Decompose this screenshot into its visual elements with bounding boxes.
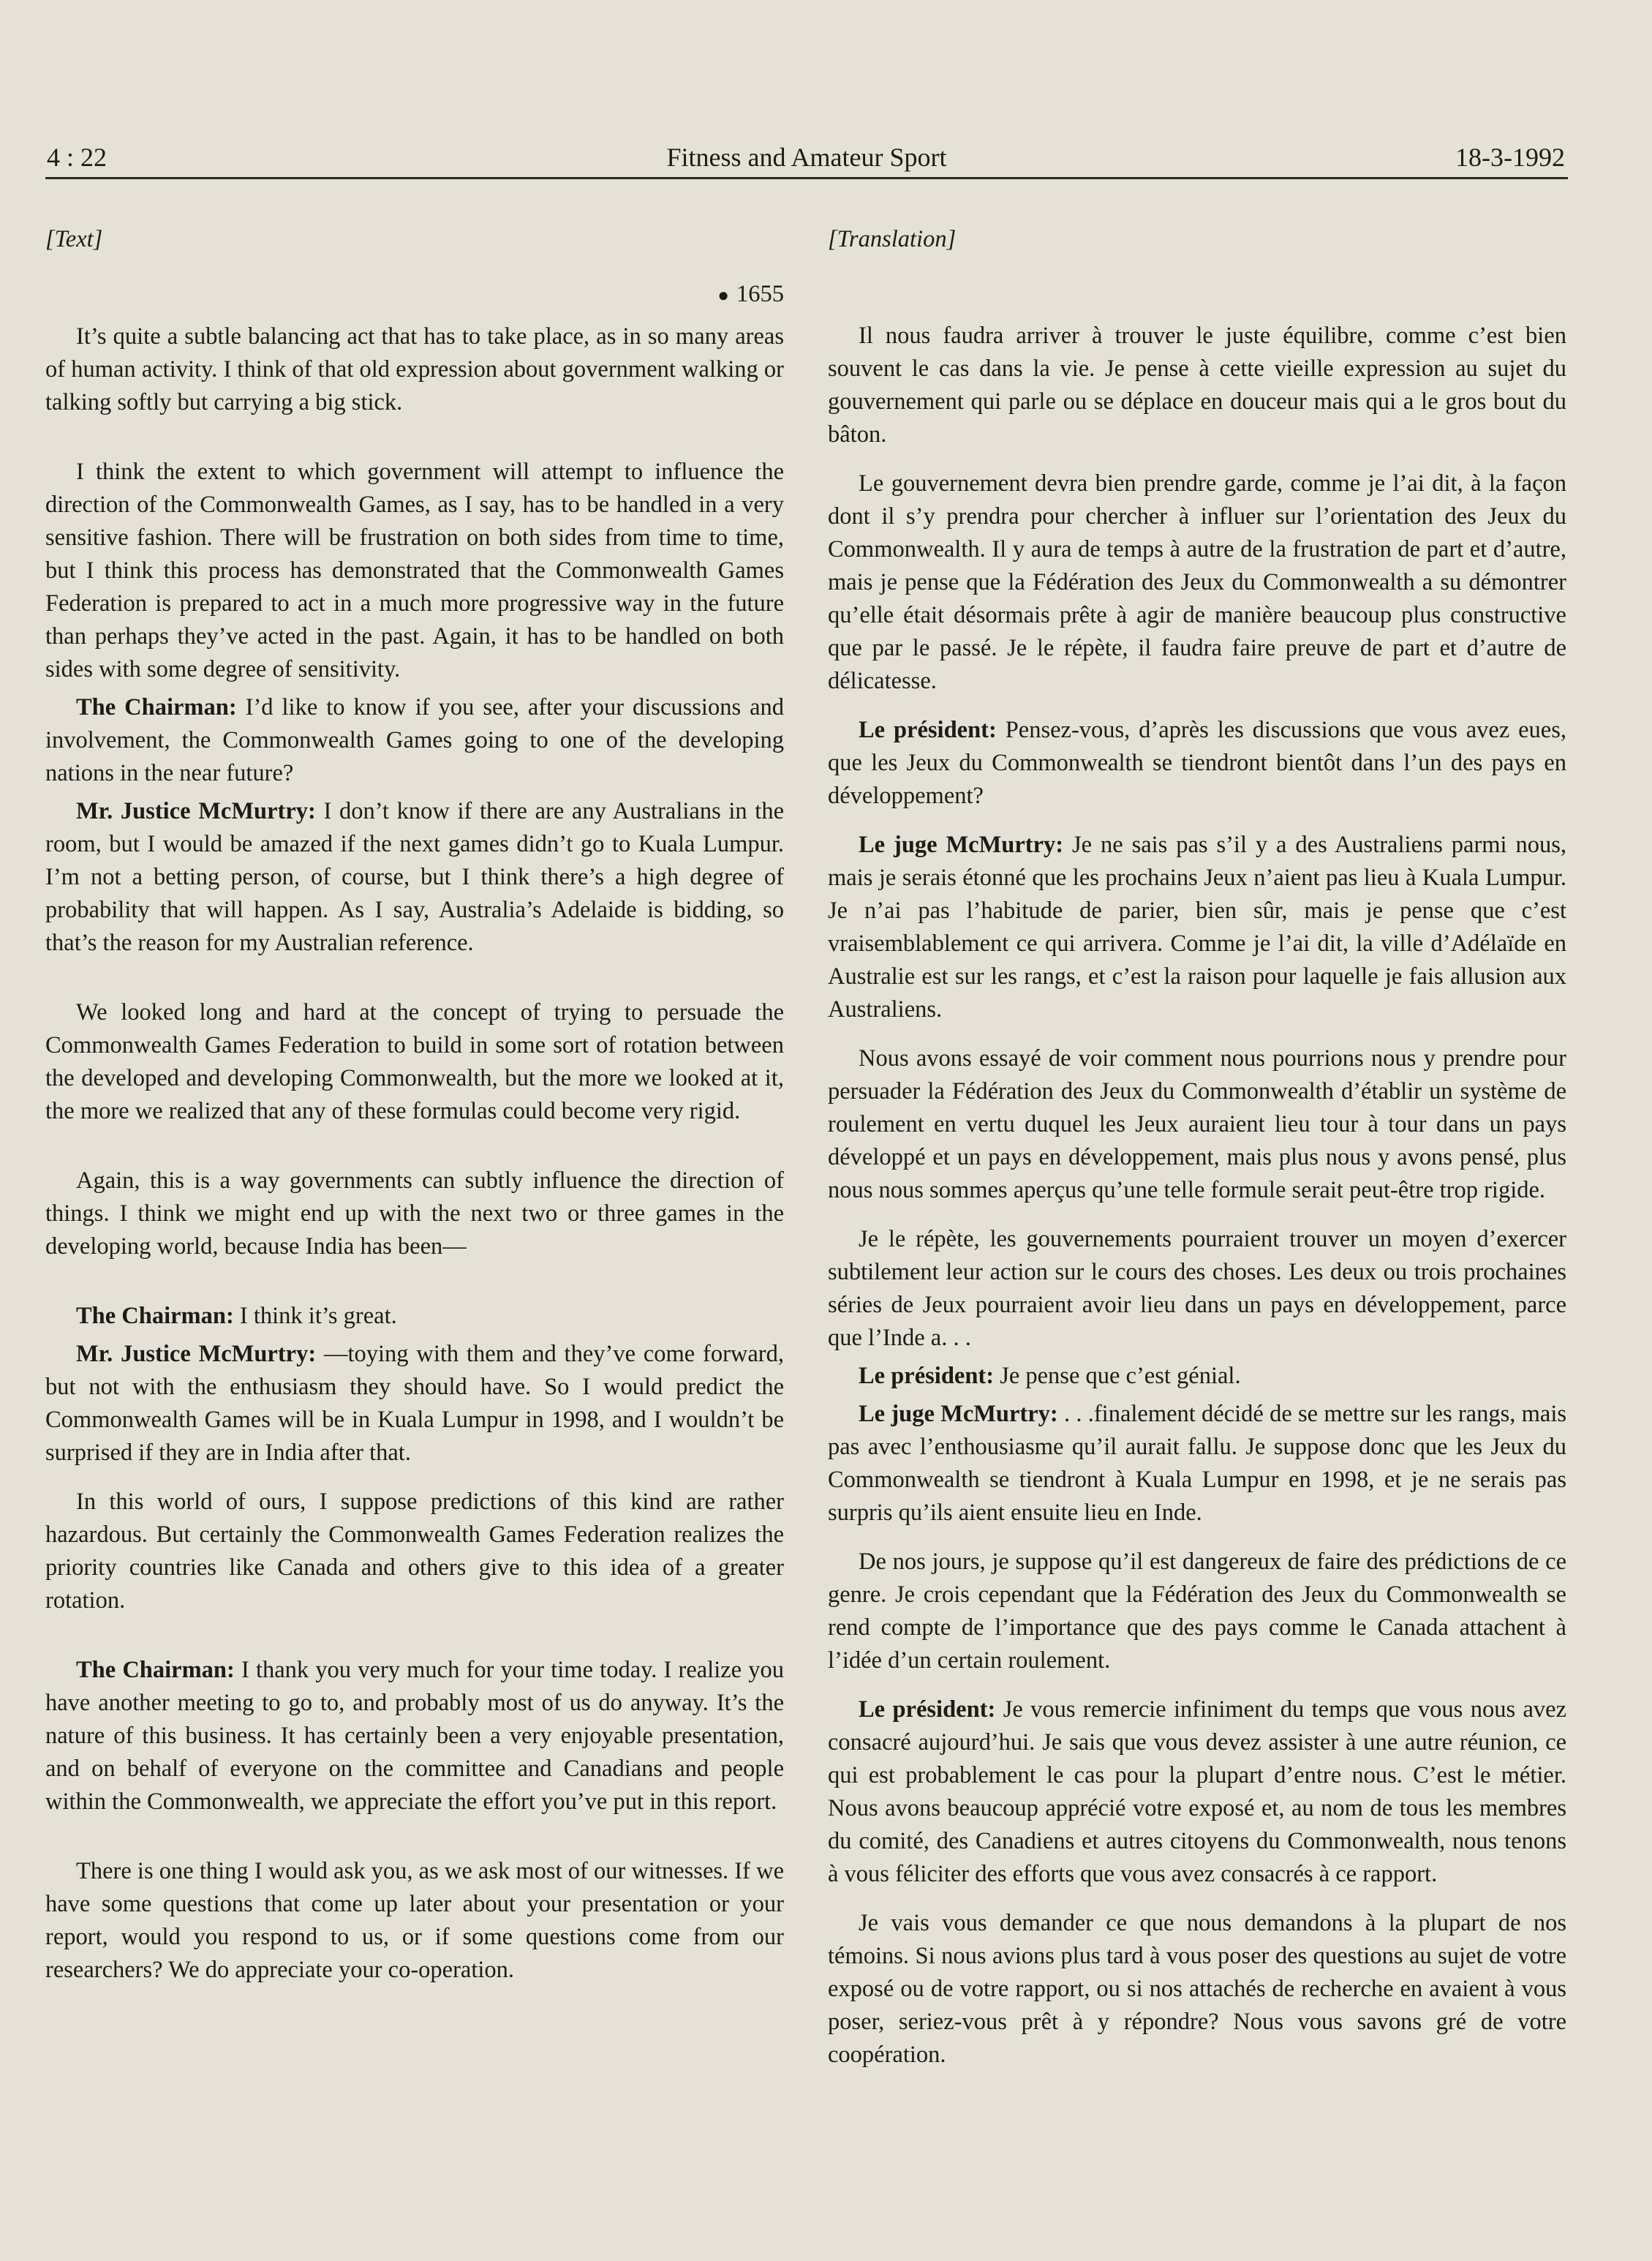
paragraph-text: Je vous remercie infiniment du temps que vous nous avez consacré aujourd’hui. Je sais que vous devez assister à une autre réunion, ce qui est probablement le cas pour la plupart d’entre nous. C’est le métier. Nous avons beaucoup apprécié votre exposé et, au nom de tous les membres du comité, des Canadiens et autres citoyens du Commonwealth, nous tenons à vous féliciter des efforts que vous avez consacrés à ce rapport. bbox=[828, 1696, 1567, 1887]
paragraph bbox=[45, 996, 784, 1128]
paragraph bbox=[828, 320, 1566, 451]
paragraph-text: Je vais vous demander ce que nous demandons à la plupart de nos témoins. Si nous avions plus tard à vous poser des questions au sujet de votre exposé ou de votre rapport, ou si nos attachés de recherche en avaient à vous poser, seriez-vous prêt à y répondre? Nous vous savons gré de votre coopération. bbox=[828, 1910, 1566, 2068]
paragraph bbox=[45, 320, 784, 419]
paragraph-text: Il nous faudra arriver à trouver le juste équilibre, comme c’est bien souvent le cas dans la vie. Je pense à cette vieille expression au sujet du gouvernement qui parle ou se déplace en douceur mais qui a le gros bout du bâton. bbox=[828, 323, 1566, 448]
english-column bbox=[45, 223, 784, 1987]
speaker-name: The Chairman: bbox=[76, 694, 237, 721]
marker-spacer bbox=[828, 278, 1566, 311]
paragraph bbox=[45, 1855, 784, 1987]
paragraph bbox=[828, 714, 1566, 813]
paragraph bbox=[828, 1398, 1566, 1530]
paragraph-text: . . .finalement décidé de se mettre sur les rangs, mais pas avec l’enthousiasme qu’il aurait fallu. Je suppose donc que les Jeux du Commonwealth se tiendront à Kuala Lumpur en 1998, et je ne serais pas surpris qu’ils aient ensuite lieu en Inde. bbox=[828, 1401, 1566, 1526]
paragraph bbox=[45, 1654, 784, 1818]
paragraph-text: Le gouvernement devra bien prendre garde, comme je l’ai dit, à la façon dont il s’y prendra pour chercher à influer sur l’orientation des Jeux du Commonwealth. Il y aura de temps à autre de la frustration de part et d’autre, mais je pense que la Fédération des Jeux du Commonwealth a su démontrer qu’elle était désormais prête à agir de manière beaucoup plus constructive que par le passé. Je le répète, il faudra faire preuve de part et d’autre de délicatesse. bbox=[828, 470, 1566, 694]
paragraph-text: Pensez-vous, d’après les discussions que vous avez eues, que les Jeux du Commonwealth se tiendront bientôt dans l’un des pays en développement? bbox=[828, 717, 1566, 809]
paragraph bbox=[828, 1360, 1566, 1393]
paragraph-text: There is one thing I would ask you, as we ask most of our witnesses. If we have some questions that come up later about your presentation or your report, would you respond to us, or if some questions come from our researchers? We do appreciate your co-operation. bbox=[45, 1858, 784, 1983]
column-label-translation: [Translation] bbox=[828, 226, 957, 252]
speaker-name: Le président: bbox=[859, 1363, 995, 1389]
paragraph-text: De nos jours, je suppose qu’il est dangereux de faire des prédictions de ce genre. Je crois cependant que la Fédération des Jeux du Commonwealth se rend compte de l’importance que des pays comme le Canada attachent à l’idée d’un certain roulement. bbox=[828, 1549, 1566, 1674]
speaker-name: Le président: bbox=[859, 717, 997, 743]
paragraph bbox=[828, 1223, 1566, 1355]
paragraph-text: We looked long and hard at the concept of trying to persuade the Commonwealth Games Federation to build in some sort of rotation between the developed and developing Commonwealth, but the more we looked at it, the more we realized that any of these formulas could become very rigid. bbox=[45, 999, 784, 1124]
paragraph bbox=[45, 1338, 784, 1470]
paragraph bbox=[45, 795, 784, 960]
paragraph-text: I think it’s great. bbox=[239, 1303, 397, 1329]
paragraph bbox=[828, 1907, 1566, 2072]
bullet-icon: ● bbox=[717, 285, 729, 306]
paragraph-text: I thank you very much for your time today. I realize you have another meeting to go to, and probably most of us do anyway. It’s the nature of this business. It has certainly been a very enjoyable presentation, and on behalf of everyone on the committee and Canadians and people within the Commonwealth, we appreciate the effort you’ve put in this report. bbox=[45, 1657, 784, 1815]
paragraph bbox=[45, 1486, 784, 1617]
paragraph-text: I’d like to know if you see, after your discussions and involvement, the Commonwealth Games going to one of the developing nations in the near future? bbox=[45, 694, 785, 786]
paragraph-text: In this world of ours, I suppose predictions of this kind are rather hazardous. But certainly the Commonwealth Games Federation realizes the priority countries like Canada and others give to this idea of a greater rotation. bbox=[45, 1489, 784, 1614]
paragraph bbox=[45, 1165, 784, 1263]
page-header bbox=[45, 139, 1568, 179]
column-label-text: [Text] bbox=[45, 226, 103, 252]
time-marker-value: 1655 bbox=[736, 281, 784, 307]
speaker-name: Le président: bbox=[859, 1696, 996, 1723]
paragraph bbox=[45, 456, 784, 686]
paragraph bbox=[828, 829, 1566, 1026]
paragraph bbox=[45, 1300, 784, 1333]
publication-title: Fitness and Amateur Sport bbox=[666, 143, 947, 172]
paragraph-text: It’s quite a subtle balancing act that has to take place, as in so many areas of human activity. I think of that old expression about government walking or talking softly but carrying a big stick. bbox=[45, 323, 784, 415]
paragraph bbox=[828, 1693, 1566, 1891]
paragraph-text: I think the extent to which government will attempt to influence the direction of the Commonwealth Games, as I say, has to be handled in a very sensitive fashion. There will be frustration on both sides from time to time, but I think this process has demonstrated that the Commonwealth Games Federation is prepared to act in a much more progressive way in the future than perhaps they’ve acted in the past. Again, it has to be handled on both sides with some degree of sensitivity. bbox=[45, 459, 784, 682]
paragraph bbox=[828, 1546, 1566, 1677]
paragraph bbox=[828, 467, 1566, 698]
paragraph-text: Nous avons essayé de voir comment nous pourrions nous y prendre pour persuader la Fédération des Jeux du Commonwealth d’établir un système de roulement en vertu duquel les Jeux auraient lieu tour à tour dans un pays développé et un pays en développement, mais plus nous y avons pensé, plus nous nous sommes aperçus qu’une telle formule serait peut-être trop rigide. bbox=[828, 1045, 1566, 1203]
french-column bbox=[828, 223, 1566, 2072]
speaker-name: The Chairman: bbox=[76, 1303, 234, 1329]
paragraph bbox=[45, 691, 784, 790]
speaker-name: Le juge McMurtry: bbox=[859, 832, 1064, 858]
paragraph bbox=[828, 1042, 1566, 1207]
speaker-name: Mr. Justice McMurtry: bbox=[76, 1341, 317, 1367]
paragraph-text: Je le répète, les gouvernements pourraient trouver un moyen d’exercer subtilement leur action sur le cours des choses. Les deux ou trois prochaines séries de Jeux pourraient avoir lieu dans un pays en développement, parce que l’Inde a. . . bbox=[828, 1226, 1566, 1351]
paragraph-text: Again, this is a way governments can subtly influence the direction of things. I think we might end up with the next two or three games in the developing world, because India has been— bbox=[45, 1167, 784, 1260]
publication-date: 18-3-1992 bbox=[1455, 143, 1565, 172]
speaker-name: Le juge McMurtry: bbox=[859, 1401, 1058, 1427]
page-number: 4 : 22 bbox=[47, 143, 108, 172]
paragraph-text: —toying with them and they’ve come forward, but not with the enthusiasm they should have. So I would predict the Commonwealth Games will be in Kuala Lumpur in 1998, and I wouldn’t be surprised if they are in India after that. bbox=[45, 1341, 785, 1466]
paragraph-text: Je ne sais pas s’il y a des Australiens parmi nous, mais je serais étonné que les prochains Jeux n’aient pas lieu à Kuala Lumpur. Je n’ai pas l’habitude de parier, bien sûr, mais je pense que c’est vraisemblablement ce qui arrivera. Comme je l’ai dit, la ville d’Adélaïde en Australie est sur les rangs, et c’est la raison pour laquelle je fais allusion aux Australiens. bbox=[828, 832, 1567, 1023]
paragraph-text: Je pense que c’est génial. bbox=[1000, 1363, 1241, 1389]
time-marker bbox=[45, 278, 784, 312]
paragraph-text: I don’t know if there are any Australians in the room, but I would be amazed if the next games didn’t go to Kuala Lumpur. I’m not a betting person, of course, but I think there’s a high degree of probability that will happen. As I say, Australia’s Adelaide is bidding, so that’s the reason for my Australian reference. bbox=[45, 798, 784, 956]
speaker-name: The Chairman: bbox=[76, 1657, 235, 1683]
speaker-name: Mr. Justice McMurtry: bbox=[76, 798, 316, 824]
